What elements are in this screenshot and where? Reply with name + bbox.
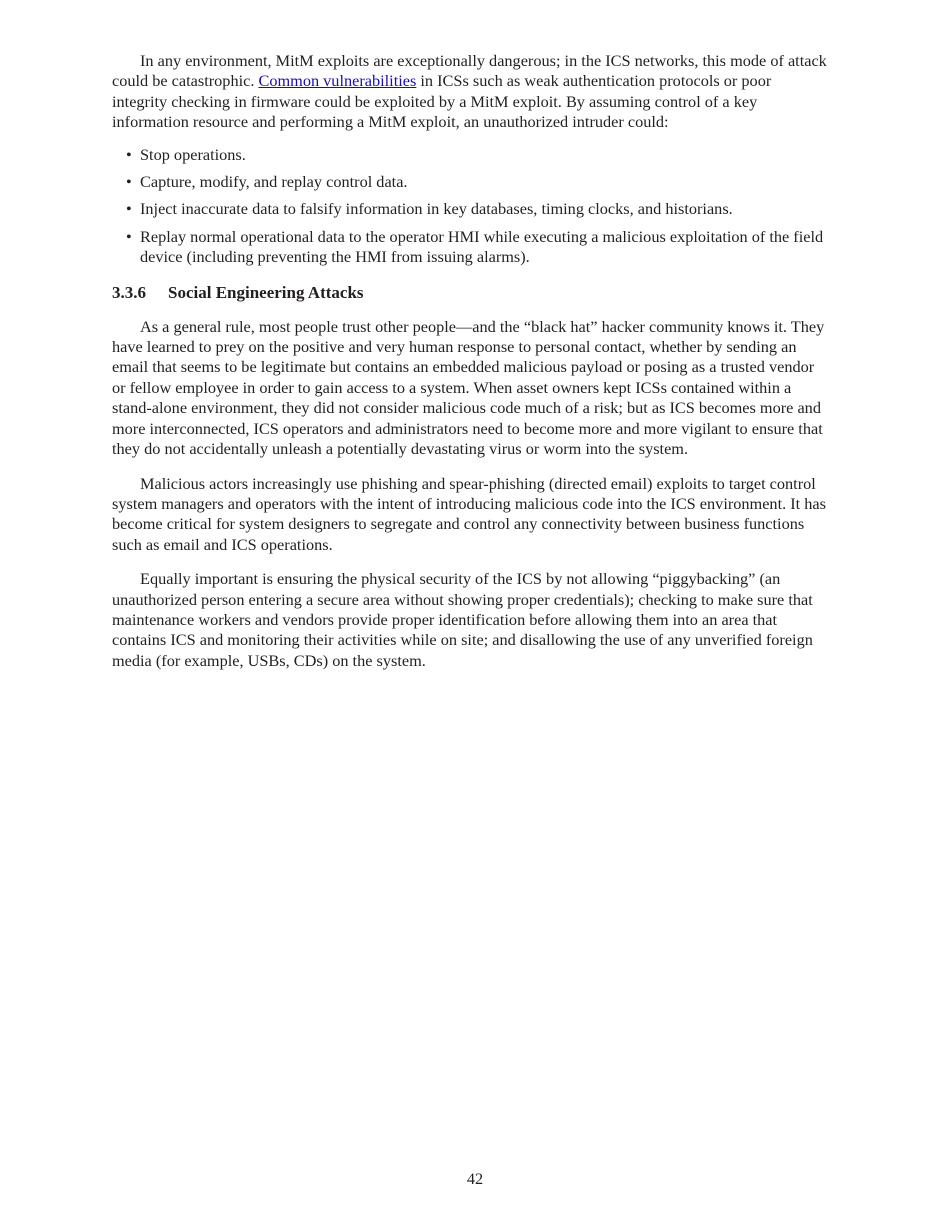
- document-body: [112, 51, 830, 671]
- intro-text-after-link: in ICSs such as weak authentication protocols or poor integrity checking in firmware could be exploited by a MitM exploit. By assuming control of a key information resource and performing a MitM exploit, an unauthorized intruder could:: [112, 71, 772, 132]
- bullet-list: [112, 145, 830, 268]
- section-heading: [112, 282, 830, 304]
- common-vulnerabilities-link[interactable]: Common vulnerabilities: [258, 71, 417, 91]
- section-title: Social Engineering Attacks: [168, 282, 364, 302]
- body-paragraph-3: Equally important is ensuring the physical security of the ICS by not allowing “piggybacking” (an unauthorized person entering a secure area without showing proper credentials); checking to make sure that maintenance workers and vendors provide proper identification before allowing them into an area that contains ICS and monitoring their activities while on site; and disallowing the use of any unverified foreign media (for example, USBs, CDs) on the system.: [112, 569, 813, 670]
- list-item-text: Replay normal operational data to the operator HMI while executing a malicious exploitation of the field device (including preventing the HMI from issuing alarms).: [140, 226, 824, 267]
- bullet-marker: •: [126, 199, 132, 219]
- section-number: 3.3.6: [112, 282, 146, 302]
- list-item: [112, 227, 830, 268]
- bullet-marker: •: [126, 144, 132, 164]
- list-item-text: Stop operations.: [140, 144, 246, 164]
- bullet-marker: •: [126, 172, 132, 192]
- body-paragraph-2: Malicious actors increasingly use phishing and spear-phishing (directed email) exploits to target control system managers and operators with the intent of introducing malicious code into the ICS environment. It has become critical for system designers to segregate and control any connectivity between business functions such as email and ICS operations.: [112, 473, 826, 554]
- intro-paragraph: [112, 51, 830, 133]
- page-number: 42: [466, 1169, 484, 1188]
- bullet-marker: •: [126, 226, 132, 246]
- list-item-text: Inject inaccurate data to falsify information in key databases, timing clocks, and historians.: [140, 199, 733, 219]
- list-item: [112, 145, 830, 165]
- intro-text-before-link: In any environment, MitM exploits are exceptionally dangerous; in the ICS networks, this mode of attack could be catastrophic.: [112, 51, 827, 91]
- body-paragraph-1: As a general rule, most people trust other people—and the “black hat” hacker community knows it. They have learned to prey on the positive and very human response to personal contact, whether by sending an email that seems to be legitimate but contains an embedded malicious payload or posing as a trusted vendor or fellow employee in order to gain access to a system. When asset owners kept ICSs contained within a stand-alone environment, they did not consider malicious code much of a risk; but as ICS becomes more and more interconnected, ICS operators and administrators need to become more and more vigilant to ensure that they do not accidentally unleash a potentially devastating virus or worm into the system.: [112, 316, 825, 459]
- list-item-text: Capture, modify, and replay control data.: [140, 172, 408, 192]
- list-item: [112, 199, 830, 219]
- list-item: [112, 172, 830, 192]
